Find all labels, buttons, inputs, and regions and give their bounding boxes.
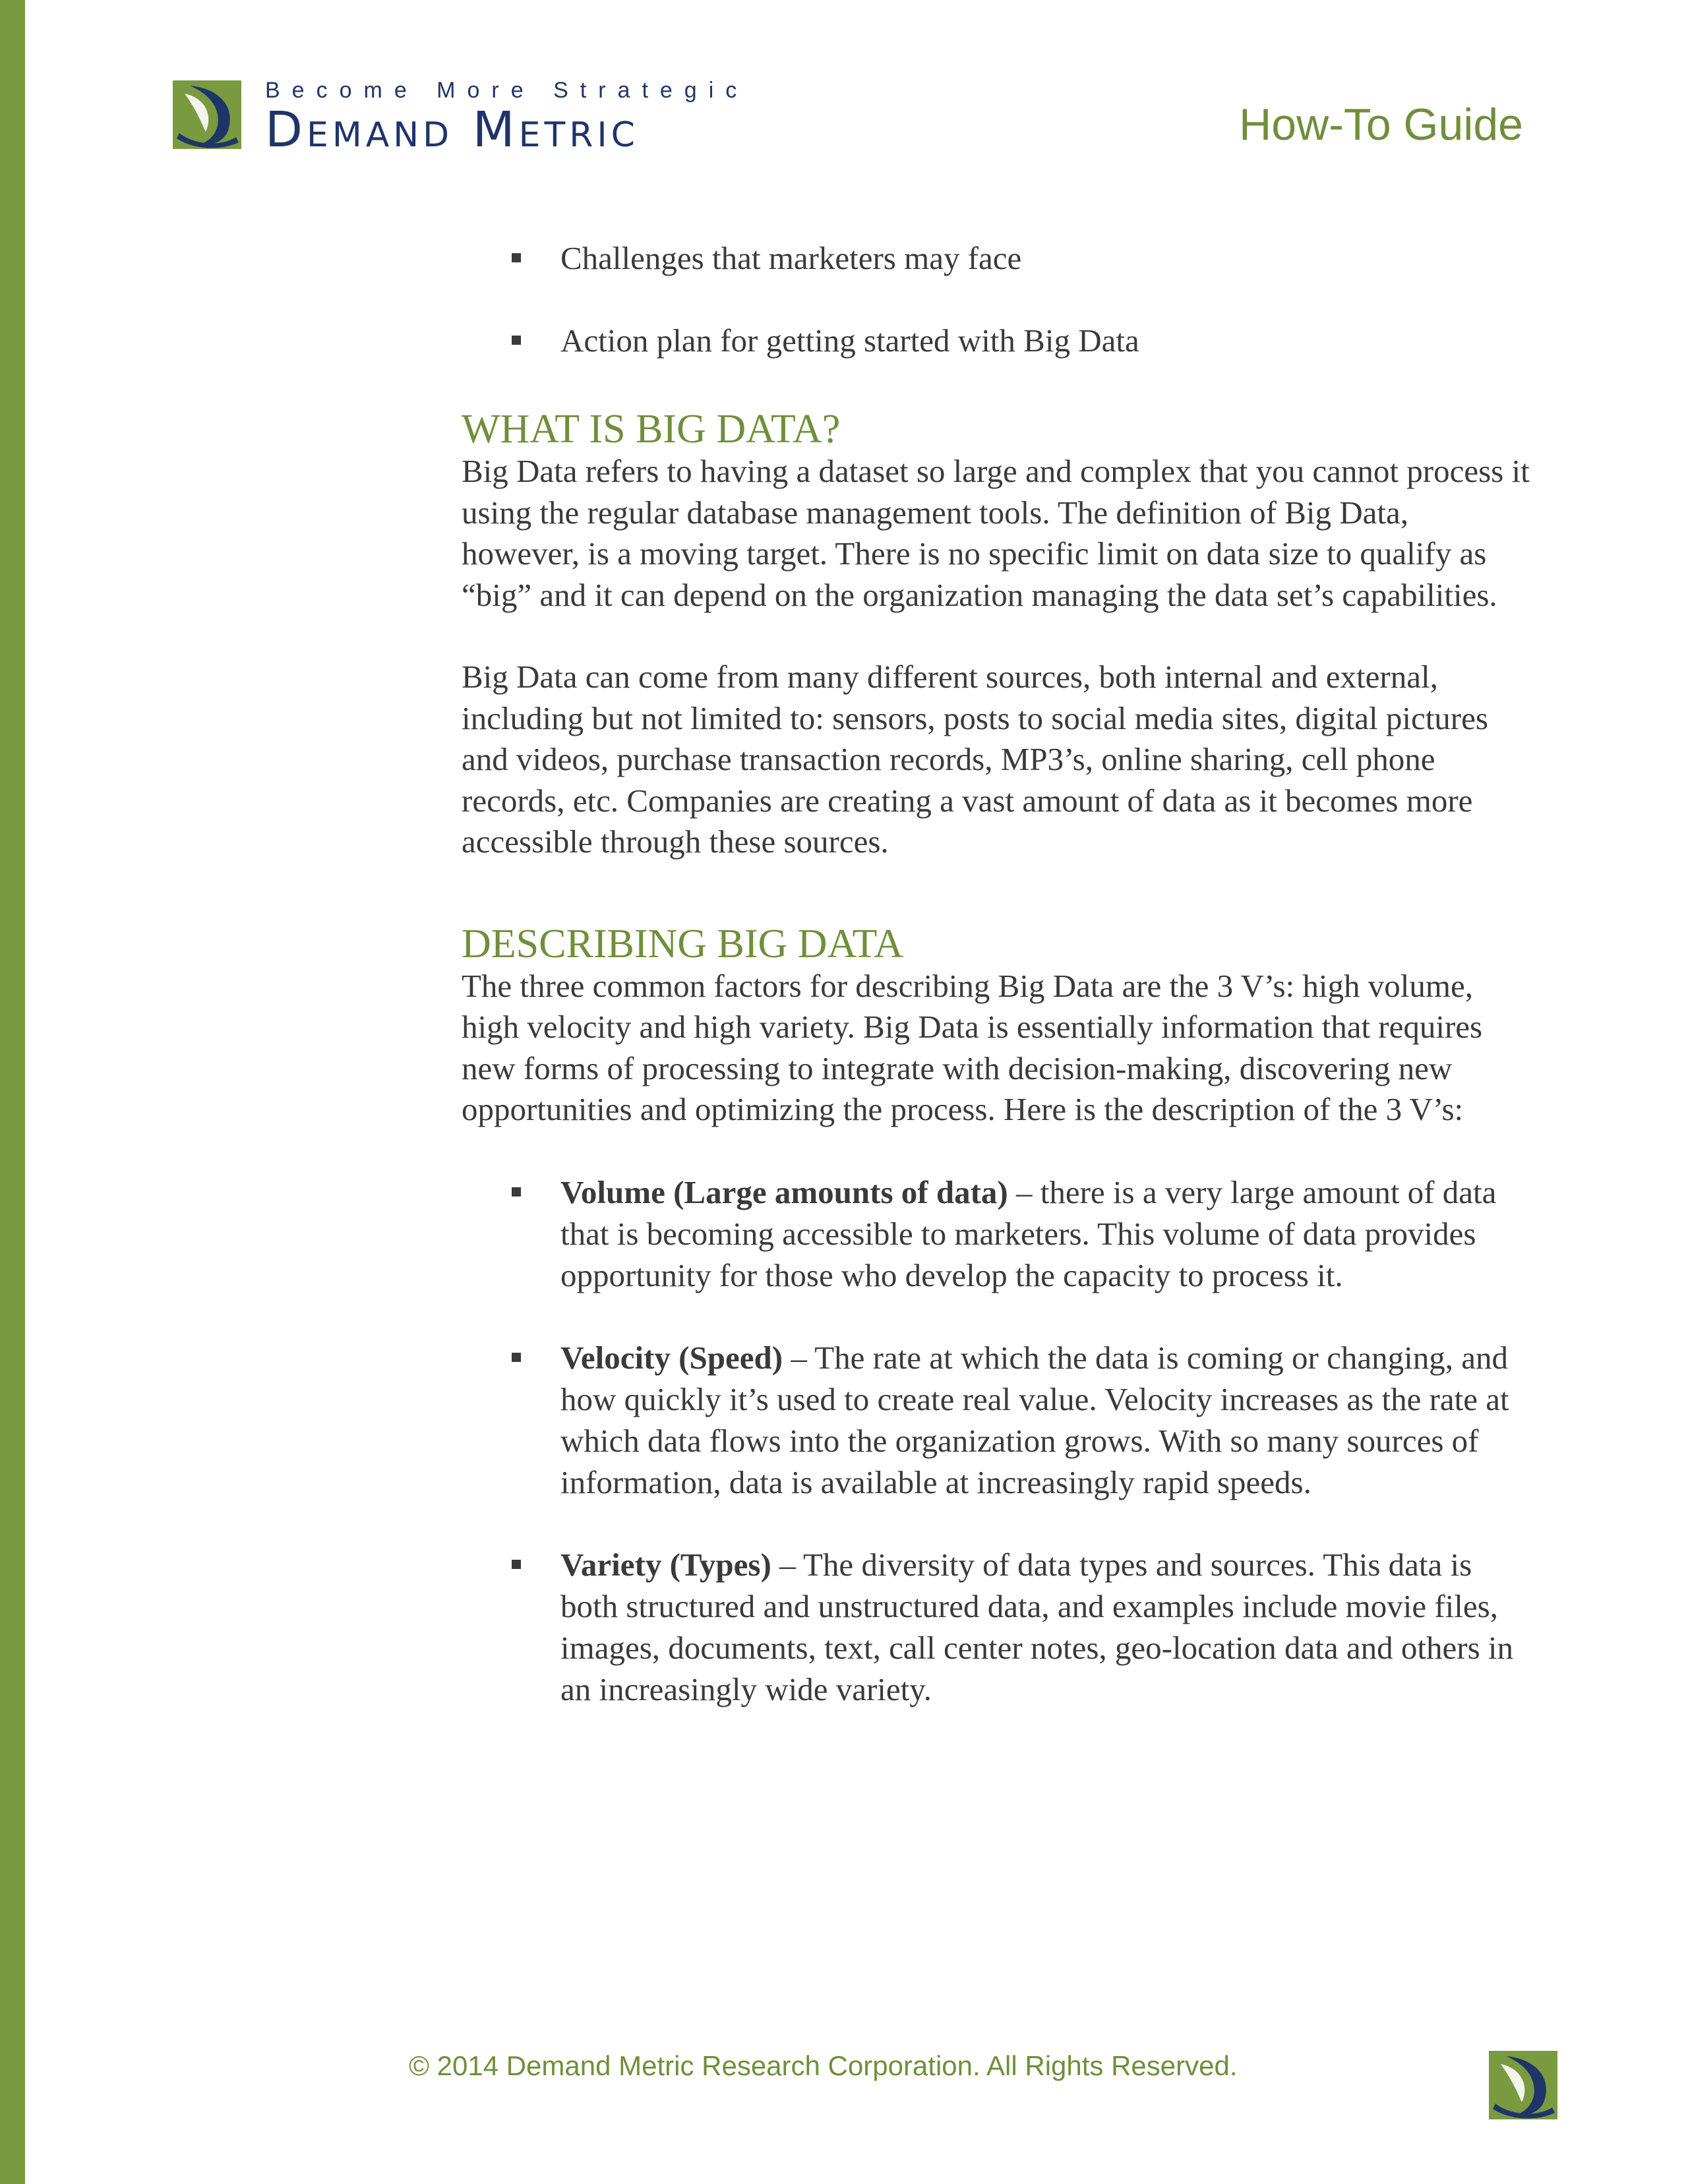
logo-brand-name: Demand Metric xyxy=(265,102,639,158)
square-bullet-icon xyxy=(512,1560,521,1569)
intro-bullet-list xyxy=(462,237,1530,361)
bullet-term: Variety (Types) xyxy=(560,1546,771,1583)
list-item xyxy=(462,320,1530,361)
square-bullet-icon xyxy=(512,336,521,345)
footer-logo-icon xyxy=(1489,2050,1561,2123)
list-item xyxy=(462,1171,1530,1296)
bullet-text: – The diversity of data types and sources. This data is both structured and unstructured data, and examples include movie files, images, documents, text, call center notes, geo-location data and others in an increasingly wide variety. xyxy=(560,1546,1514,1707)
demand-metric-logo xyxy=(173,78,832,157)
bullet-text: – The rate at which the data is coming or changing, and how quickly it’s used to create real value. Velocity increases as the rate at which data flows into the organization grows. With so many sources of information, data is available at increasingly rapid speeds. xyxy=(560,1339,1509,1500)
bullet-term: Velocity (Speed) xyxy=(560,1339,783,1376)
bullet-text: Action plan for getting started with Big Data xyxy=(560,322,1139,359)
document-body xyxy=(462,237,1530,1751)
list-item xyxy=(462,1544,1530,1710)
square-bullet-icon xyxy=(512,1353,521,1362)
paragraph: Big Data refers to having a dataset so large and complex that you cannot process it using the regular database management tools. The definition of Big Data, however, is a moving target. There is no specific limit on data size to qualify as “big” and it can depend on the organization managing the data set’s capabilities. xyxy=(462,453,1530,613)
paragraph: The three common factors for describing Big Data are the 3 V’s: high volume, high velocity and high variety. Big Data is essentially information that requires new forms of processing to integrate with decision-making, discovering new opportunities and optimizing the process. Here is the description of the 3 V’s: xyxy=(462,967,1483,1127)
bullet-text: – there is a very large amount of data that is becoming accessible to marketers. This volume of data provides opportunity for those who develop the capacity to process it. xyxy=(560,1173,1497,1293)
left-accent-bar xyxy=(0,0,25,2184)
section-heading-describing-big-data: DESCRIBING BIG DATA xyxy=(462,921,904,966)
list-item xyxy=(462,237,1530,279)
logo-tagline: Become More Strategic xyxy=(265,78,749,103)
bullet-term: Volume (Large amounts of data) xyxy=(560,1173,1008,1210)
square-bullet-icon xyxy=(512,1187,521,1196)
bullet-text: Challenges that marketers may face xyxy=(560,240,1022,276)
square-bullet-icon xyxy=(512,253,521,262)
paragraph: Big Data can come from many different sources, both internal and external, including but not limited to: sensors, posts to social media sites, digital pictures and videos, purchase transaction records, MP3’s, online sharing, cell phone records, etc. Companies are creating a vast amount of data as it becomes more accessible through these sources. xyxy=(462,659,1488,860)
footer-copyright: © 2014 Demand Metric Research Corporation. All Rights Reserved. xyxy=(409,2050,1238,2081)
document-type-label: How-To Guide xyxy=(1239,100,1523,150)
list-item xyxy=(462,1337,1530,1503)
three-vs-bullet-list xyxy=(462,1171,1530,1710)
section-heading-what-is-big-data: WHAT IS BIG DATA? xyxy=(462,407,841,452)
logo-mark-icon xyxy=(173,80,245,152)
